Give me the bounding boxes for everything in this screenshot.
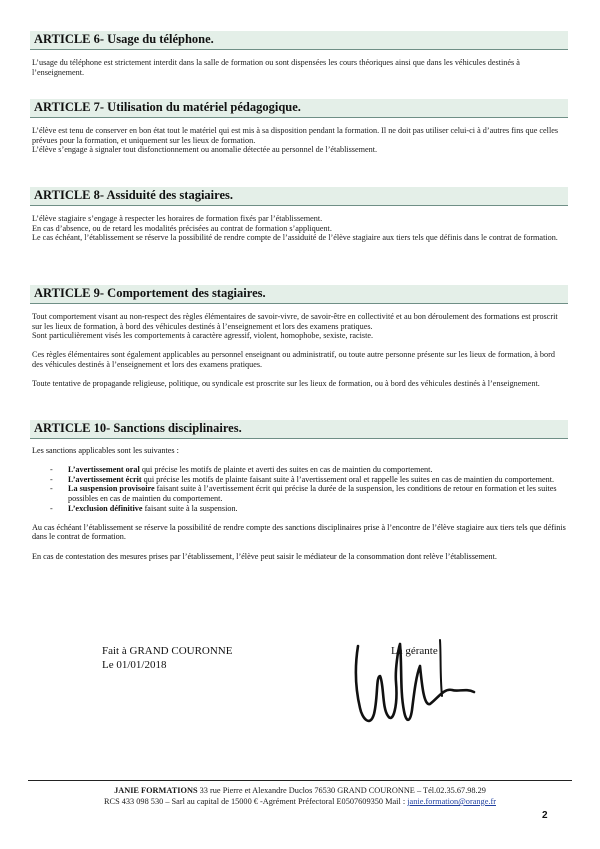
article-9-paragraph: Toute tentative de propagande religieuse, politique, ou syndicale est proscrite sur les lieux de formation, ou à bord des véhicules destinés à l’enseignement. <box>32 379 540 389</box>
sanction-description: faisant suite à la suspension. <box>142 503 238 513</box>
article-7-body <box>32 126 566 155</box>
gerante-label: La gérante <box>391 645 438 657</box>
sanctions-contestation: En cas de contestation des mesures prises par l’établissement, l’élève peut saisir le médiateur de la consommation dont relève l’établissement. <box>32 551 497 561</box>
article-7-paragraph: L’élève est tenu de conserver en bon état tout le matériel qui est mis à sa disposition pendant la formation. Il ne doit pas utiliser celui-ci à d’autres fins que celles prévues pour la formation, et uniquement sur les lieux de formation. <box>32 126 559 145</box>
sanction-name: L’avertissement écrit <box>68 474 142 484</box>
article-10-title: ARTICLE 10- Sanctions disciplinaires. <box>34 421 242 435</box>
article-8-body <box>32 214 566 243</box>
page-number: 2 <box>542 810 548 821</box>
article-6-title: ARTICLE 6- Usage du téléphone. <box>34 32 214 46</box>
article-9-header <box>30 285 568 304</box>
sanction-description: faisant suite à l’avertissement écrit qui précise la durée de la suspension, les conditions de retour en formation et les suites possibles en cas de maintien du comportement. <box>68 484 557 503</box>
article-8-header <box>30 187 568 206</box>
sanction-item <box>32 475 566 485</box>
sanction-description: qui précise les motifs de plainte faisant suite à l’avertissement oral et rappelle les suites en cas de maintien du comportement. <box>141 474 555 484</box>
article-9-paragraph: Sont particulièrement visés les comportements à caractère agressif, violent, homophobe, sexiste, raciste. <box>32 331 374 341</box>
place-date-block <box>102 644 232 672</box>
article-8-paragraph: Le cas échéant, l’établissement se réserve la possibilité de rendre compte de l’assiduité de l’élève stagiaire aux tiers tels que définis dans le contrat de formation. <box>32 233 558 243</box>
article-6-paragraph: L’usage du téléphone est strictement interdit dans la salle de formation ou sont dispensées les cours théoriques ainsi que dans les véhicules destinés à l’enseignement. <box>32 58 520 77</box>
article-6-header <box>30 31 568 50</box>
footer-mail-link[interactable]: janie.formation@orange.fr <box>407 797 496 806</box>
sanction-item <box>32 465 566 475</box>
footer-divider <box>28 780 572 781</box>
footer-legal: RCS 433 098 530 – Sarl au capital de 15000 € -Agrément Préfectoral E0507609350 Mail : <box>104 797 408 806</box>
article-10-header <box>30 420 568 439</box>
dash-bullet-icon: - <box>50 484 53 494</box>
footer-address: 33 rue Pierre et Alexandre Duclos 76530 GRAND COURONNE – Tél.02.35.67.98.29 <box>197 786 486 795</box>
handwritten-signature <box>340 636 490 736</box>
article-9-title: ARTICLE 9- Comportement des stagiaires. <box>34 286 266 300</box>
sanction-item <box>32 484 566 503</box>
sanction-name: L’exclusion définitive <box>68 503 143 513</box>
dash-bullet-icon: - <box>50 474 53 484</box>
article-7-header <box>30 99 568 118</box>
sanction-item <box>32 504 566 514</box>
sanctions-intro: Les sanctions applicables sont les suivantes : <box>32 446 179 455</box>
sanction-description: qui précise les motifs de plainte et averti des suites en cas de maintien du comportement. <box>139 465 433 475</box>
dash-bullet-icon: - <box>50 465 53 475</box>
sanctions-body <box>32 446 566 561</box>
article-9-paragraph: Tout comportement visant au non-respect des règles élémentaires de savoir-vivre, de savoir-être en collectivité et au bon déroulement des formations est proscrit sur les lieux de formation, à bord des véhicules destinés à l’enseignement et lors des examens pratiques. <box>32 312 558 331</box>
article-8-paragraph: L’élève stagiaire s’engage à respecter les horaires de formation fixés par l’établissement. <box>32 214 323 223</box>
article-8-title: ARTICLE 8- Assiduité des stagiaires. <box>34 188 234 202</box>
dash-bullet-icon: - <box>50 503 53 513</box>
article-8-paragraph: En cas d’absence, ou de retard les modalités précisées au contrat de formation s’appliquent. <box>32 223 332 233</box>
footer-address-line <box>28 786 572 795</box>
date-line: Le 01/01/2018 <box>102 659 167 671</box>
footer-legal-line <box>28 797 572 806</box>
footer-brand: JANIE FORMATIONS <box>114 786 198 795</box>
article-7-title: ARTICLE 7- Utilisation du matériel pédagogique. <box>34 100 301 114</box>
article-6-body <box>32 58 566 77</box>
article-7-paragraph: L’élève s’engage à signaler tout disfonctionnement ou anomalie détectée au personnel de l’établissement. <box>32 145 378 155</box>
article-9-body <box>32 312 566 389</box>
sanction-name: La suspension provisoire <box>68 484 155 494</box>
place-line: Fait à GRAND COURONNE <box>102 645 233 657</box>
article-9-paragraph: Ces règles élémentaires sont également applicables au personnel enseignant ou administratif, ou toute autre personne présente sur les lieux de formation, à bord des véhicules destinés à l’enseignement et lors des examens pratiques. <box>32 350 555 369</box>
sanction-name: L’avertissement oral <box>68 465 140 475</box>
sanctions-followup: Au cas échéant l’établissement se réserve la possibilité de rendre compte des sanctions disciplinaires prise à l’encontre de l’élève stagiaire aux tiers tels que définis dans le contrat de formation. <box>32 522 566 542</box>
